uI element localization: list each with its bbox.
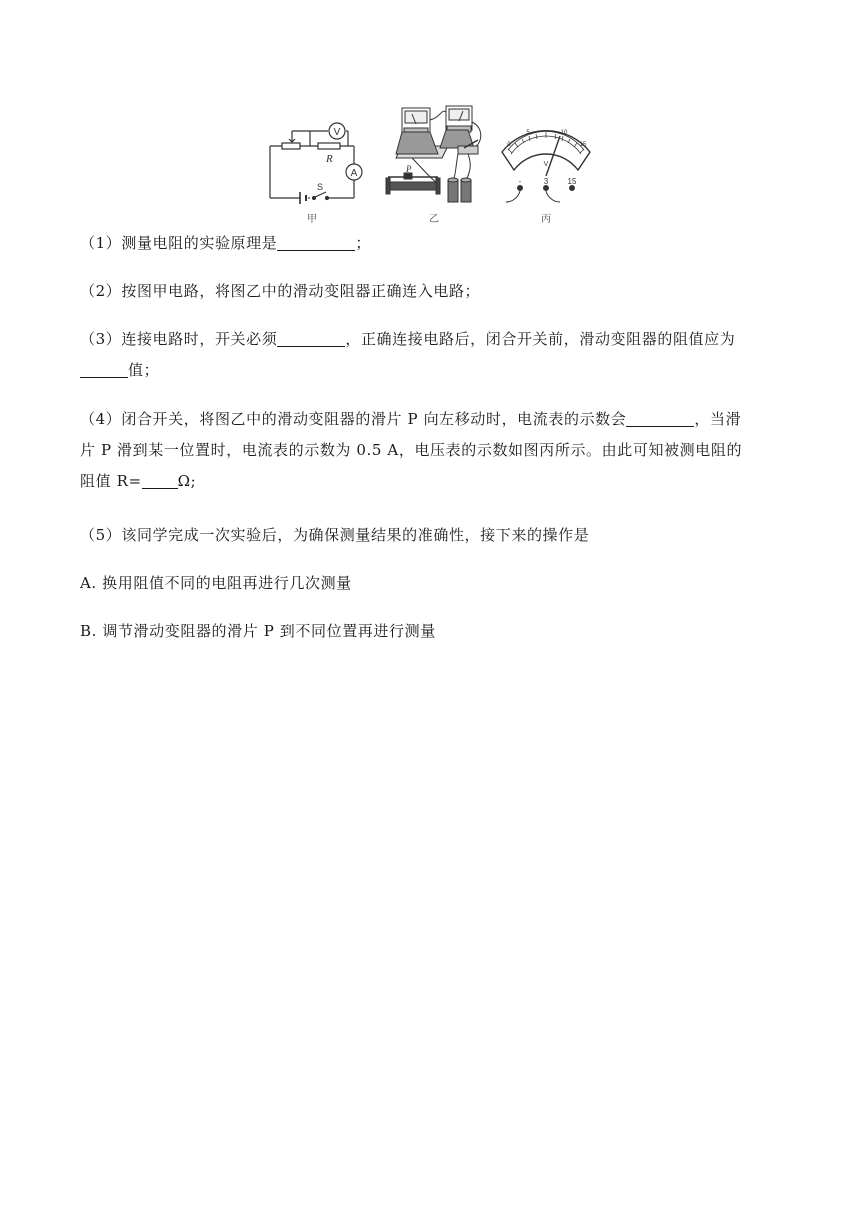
question-1-end: ； [355,234,371,252]
option-b[interactable] [80,616,800,647]
slider-label: P [406,164,412,174]
question-4-text-2: ，当滑 [694,410,742,428]
question-3-middle: ，正确连接电路后，闭合开关前，滑动变阻器的阻值应为 [345,330,736,348]
question-4-text-5: Ω; [177,472,197,490]
ammeter-symbol-label: A [350,168,358,179]
option-a-text: A. 换用阻值不同的电阻再进行几次测量 [80,574,352,592]
question-4-text-3: 片 P 滑到某一位置时，电流表的示数为 0.5 A，电压表的示数如图丙所示。由此可知被测电阻的 [80,441,743,459]
dial-scale-10: 10 [560,130,568,136]
terminal-minus-label: - [518,177,522,186]
figure-jia-caption: 甲 [307,214,317,225]
question-3-text: （3）连接电路时，开关必须 [80,330,278,348]
dial-scale-0: 0 [507,142,511,148]
dial-scale-15: 15 [579,142,587,148]
figure-yi-caption: 乙 [429,214,439,225]
experiment-figure [262,98,602,226]
apparatus-yi [386,106,481,202]
switch-label: S [317,182,324,192]
answer-blank-3b[interactable] [80,359,128,378]
option-b-text: B. 调节滑动变阻器的滑片 P 到不同位置再进行测量 [80,622,436,640]
question-1-text: （1）测量电阻的实验原理是 [80,234,278,252]
figure-bing-caption: 丙 [541,214,551,225]
question-1 [80,228,800,259]
dial-scale-5: 5 [526,130,530,136]
question-4-text-4: 阻值 R= [80,472,142,490]
terminal-3-label: 3 [543,177,549,186]
experiment-figure-svg [262,98,602,226]
answer-blank-4a[interactable] [626,408,694,427]
option-a[interactable] [80,568,800,599]
voltmeter-symbol-label: V [333,127,341,138]
answer-blank-1[interactable] [277,232,355,251]
resistor-label: R [326,153,333,165]
question-4-text-1: （4）闭合开关，将图乙中的滑动变阻器的滑片 P 向左移动时，电流表的示数会 [80,410,627,428]
question-3-end: 值； [128,361,160,379]
terminal-15-label: 15 [567,177,577,186]
question-2 [80,276,800,307]
question-5-text: （5）该同学完成一次实验后，为确保测量结果的准确性，接下来的操作是 [80,526,590,544]
answer-blank-4b[interactable] [142,470,178,489]
question-5 [80,520,800,551]
question-2-text: （2）按图甲电路，将图乙中的滑动变阻器正确连入电路； [80,282,481,300]
answer-blank-3a[interactable] [277,328,345,347]
circuit-diagram-jia [270,123,362,204]
question-3 [80,324,800,386]
dial-unit-label: V [543,161,549,168]
question-4 [80,404,800,497]
